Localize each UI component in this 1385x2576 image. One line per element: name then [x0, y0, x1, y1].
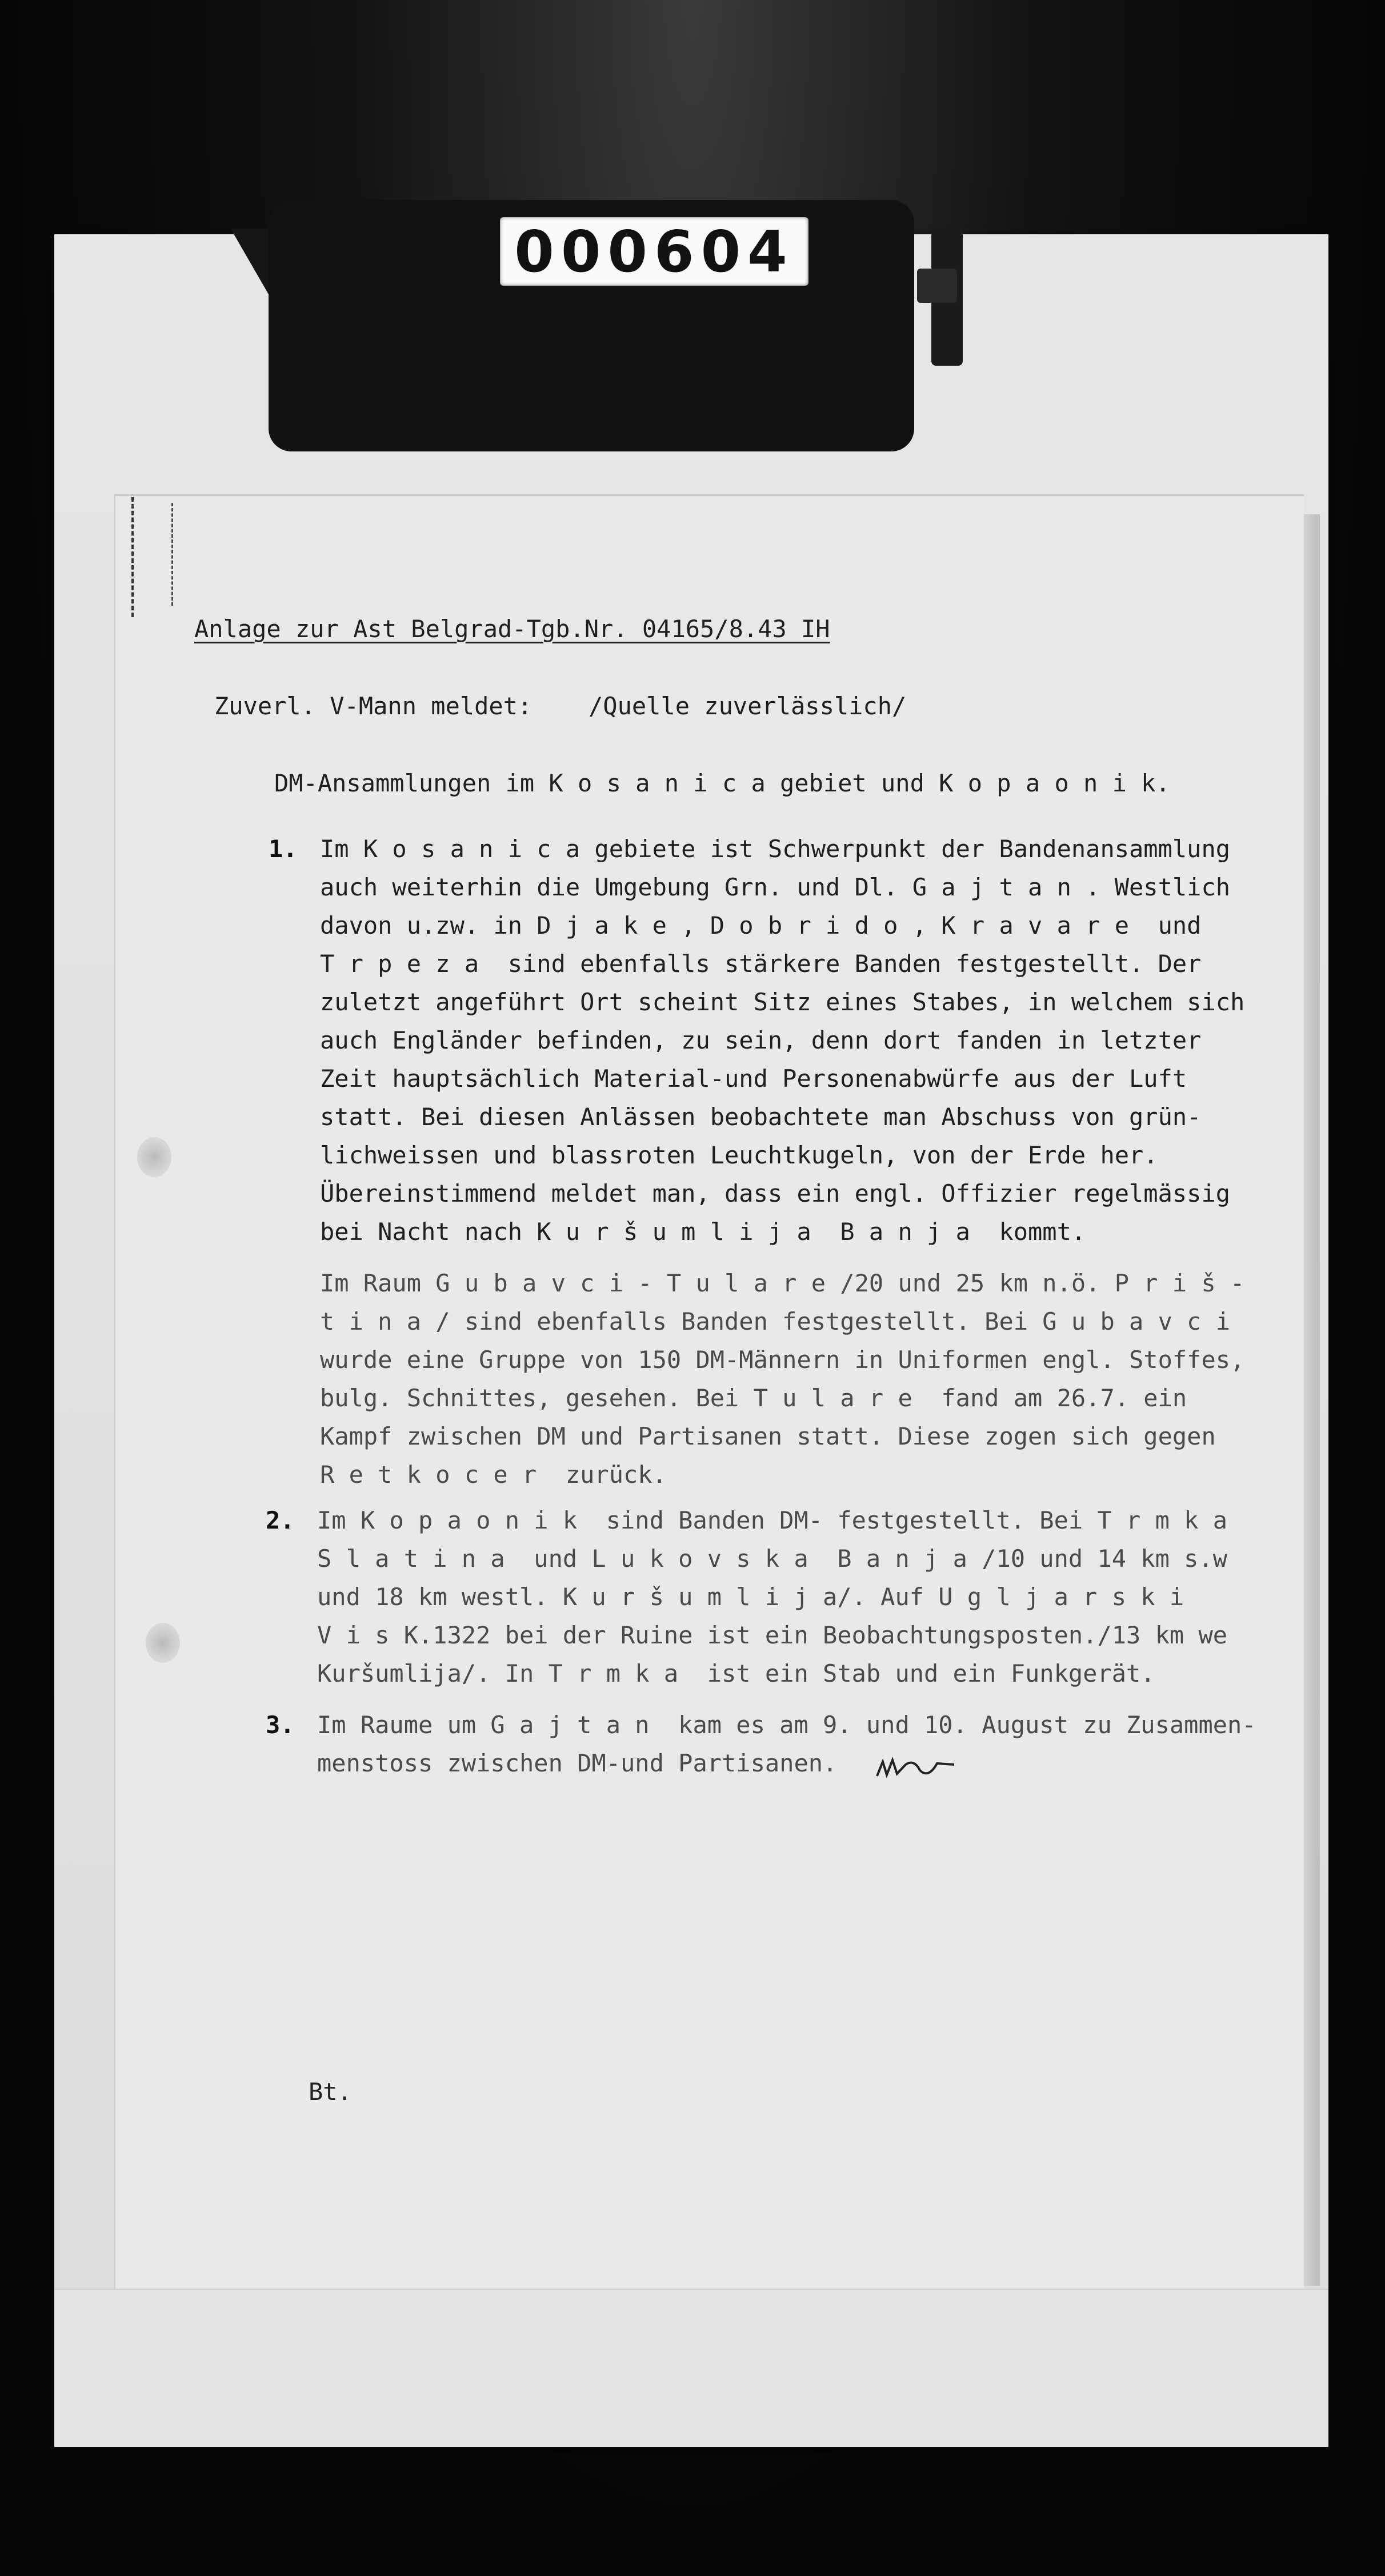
report-subject: DM-Ansammlungen im K o s a n i c a gebiet und K o p a o n i k.: [274, 769, 1170, 797]
section-1-line-1: Im K o s a n i c a gebiete ist Schwerpunkt der Bandenansammlung: [320, 835, 1231, 863]
informant-line: Zuverl. V-Mann meldet:: [214, 692, 533, 720]
counter-knob-cap: [917, 269, 957, 303]
sheet-bottom-band: [54, 2289, 1328, 2447]
section-1-line-7: Zeit hauptsächlich Material-und Personenabwürfe aus der Luft: [320, 1065, 1187, 1093]
section-1-line-17: R e t k o c e r zurück.: [320, 1461, 667, 1489]
section-1-line-15: bulg. Schnittes, gesehen. Bei T u l a r e fand am 26.7. ein: [320, 1384, 1187, 1412]
frame-number: 000604: [514, 218, 794, 285]
section-3-line-1: Im Raume um G a j t a n kam es am 9. und 10. August zu Zusammen-: [317, 1711, 1256, 1739]
punch-hole-upper: [137, 1137, 171, 1177]
document-reference: Anlage zur Ast Belgrad-Tgb.Nr. 04165/8.43 IH: [194, 615, 830, 643]
section-2-line-3: und 18 km westl. K u r š u m l i j a/. Auf U g l j a r s k i: [317, 1583, 1184, 1611]
author-initials: Bt.: [309, 2078, 352, 2106]
handwritten-paraph: [874, 1753, 960, 1782]
source-note: /Quelle zuverlässlich/: [589, 692, 907, 720]
section-1-line-2: auch weiterhin die Umgebung Grn. und Dl. G a j t a n . Westlich: [320, 873, 1231, 901]
section-1-line-6: auch Engländer befinden, zu sein, denn dort fanden in letzter: [320, 1026, 1202, 1054]
section-1-line-14: wurde eine Gruppe von 150 DM-Männern in Uniformen engl. Stoffes,: [320, 1346, 1245, 1374]
section-1-line-8: statt. Bei diesen Anlässen beobachtete man Abschuss von grün-: [320, 1103, 1202, 1131]
section-3-number: 3.: [266, 1711, 295, 1739]
sheet-edge: [1303, 514, 1320, 2286]
section-1-line-16: Kampf zwischen DM und Partisanen statt. Diese zogen sich gegen: [320, 1422, 1216, 1450]
section-1-line-11: bei Nacht nach K u r š u m l i j a B a n j a kommt.: [320, 1218, 1086, 1246]
section-2-line-2: S l a t i n a und L u k o v s k a B a n j a /10 und 14 km s.w: [317, 1545, 1228, 1573]
punch-hole-lower: [146, 1623, 180, 1663]
section-1-line-12: Im Raum G u b a v c i - T u l a r e /20 und 25 km n.ö. P r i š -: [320, 1269, 1245, 1297]
section-1-line-13: t i n a / sind ebenfalls Banden festgestellt. Bei G u b a v c i: [320, 1307, 1231, 1335]
section-1-line-10: Übereinstimmend meldet man, dass ein engl. Offizier regelmässig: [320, 1179, 1231, 1207]
section-1-number: 1.: [269, 835, 298, 863]
section-2-line-1: Im K o p a o n i k sind Banden DM- festgestellt. Bei T r m k a: [317, 1506, 1228, 1534]
margin-tick-marks-2: [171, 503, 185, 606]
counter-window: [500, 217, 808, 286]
section-3-line-2: menstoss zwischen DM-und Partisanen.: [317, 1749, 838, 1777]
section-1-line-9: lichweissen und blassroten Leuchtkugeln, von der Erde her.: [320, 1141, 1158, 1169]
section-1-line-5: zuletzt angeführt Ort scheint Sitz eines Stabes, in welchem sich: [320, 988, 1245, 1016]
margin-tick-marks: [131, 497, 157, 617]
section-1-line-4: T r p e z a sind ebenfalls stärkere Banden festgestellt. Der: [320, 950, 1202, 978]
section-2-line-4: V i s K.1322 bei der Ruine ist ein Beobachtungsposten./13 km we: [317, 1621, 1228, 1649]
section-2-number: 2.: [266, 1506, 295, 1534]
section-1-line-3: davon u.zw. in D j a k e , D o b r i d o , K r a v a r e und: [320, 911, 1202, 939]
section-2-line-5: Kuršumlija/. In T r m k a ist ein Stab und ein Funkgerät.: [317, 1659, 1155, 1687]
